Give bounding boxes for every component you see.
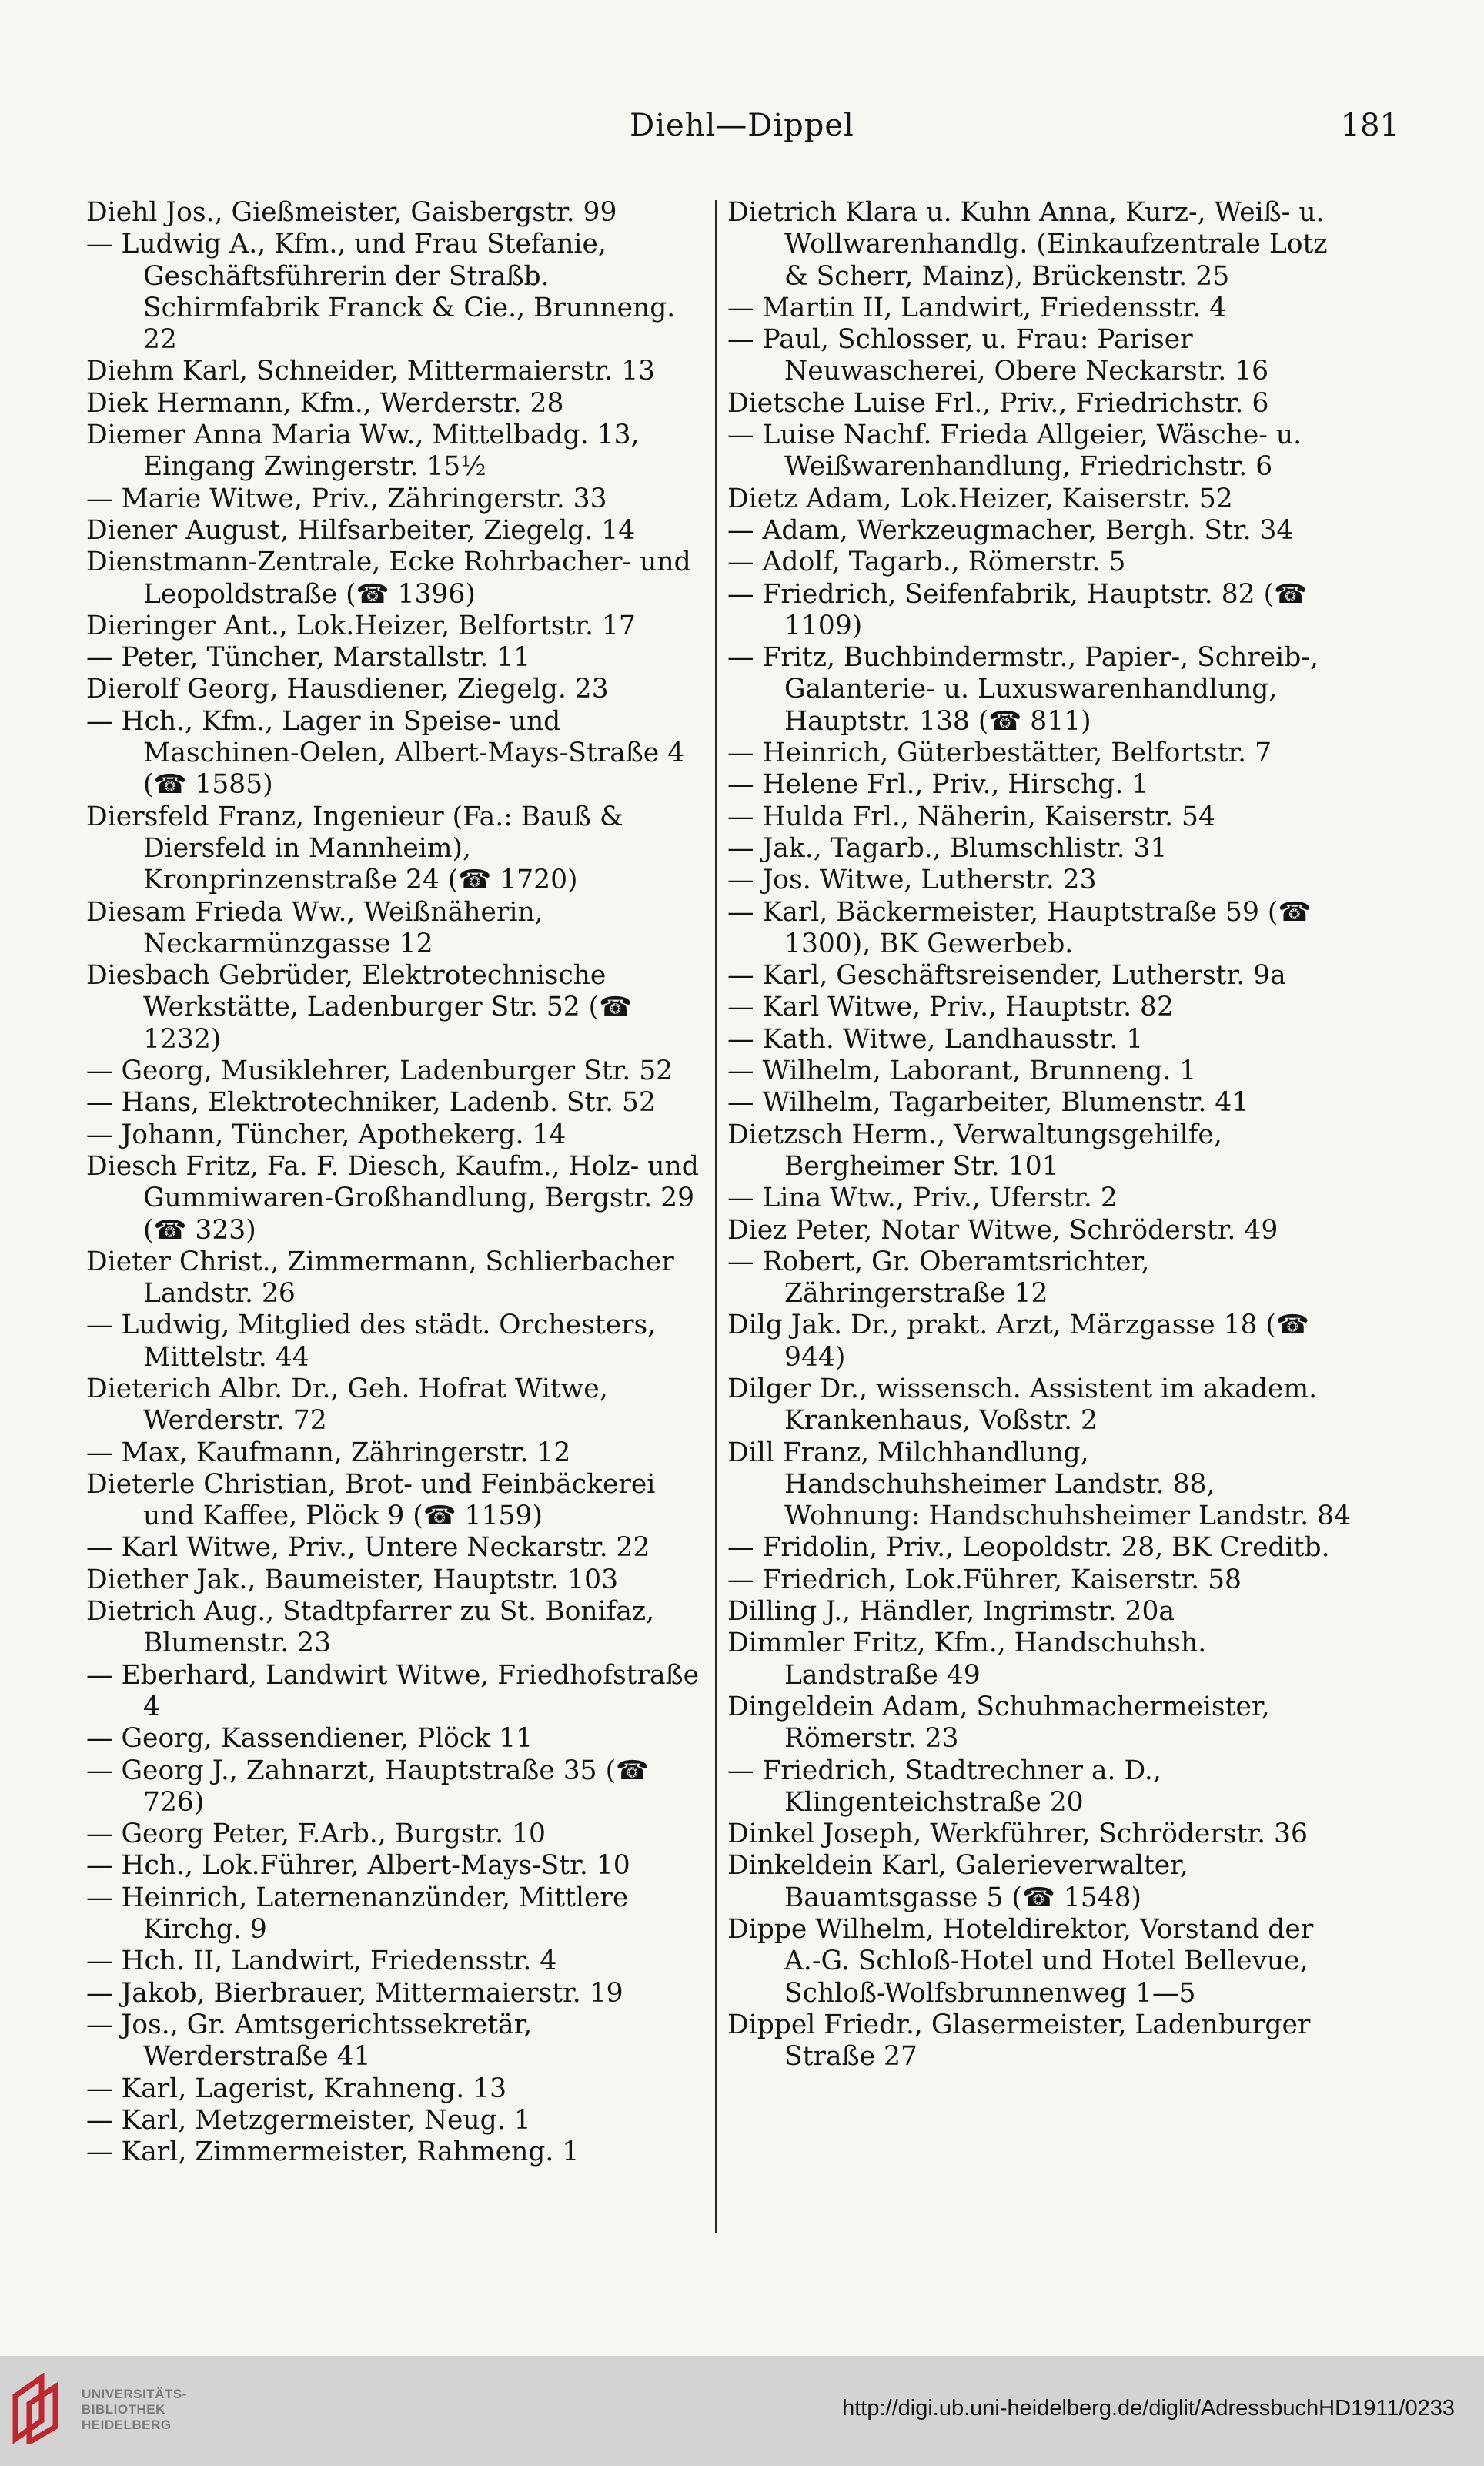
directory-entry: Dietrich Klara u. Kuhn Anna, Kurz-, Weiß- u. Wollwarenhandlg. (Einkaufzentrale Lotz & Scherr, Mainz), Brückenstr. 25 <box>727 197 1328 292</box>
directory-entry: Dill Franz, Milchhandlung, Handschuhsheimer Landstr. 88, Wohnung: Handschuhsheimer Landstr. 84 <box>727 1437 1351 1532</box>
directory-entry: — Hans, Elektrotechniker, Ladenb. Str. 52 <box>86 1087 656 1119</box>
directory-entry: — Georg J., Zahnarzt, Hauptstraße 35 (☎ 726) <box>86 1755 650 1818</box>
directory-entry: — Karl, Geschäftsreisender, Lutherstr. 9a <box>727 960 1286 992</box>
directory-entry: Dingeldein Adam, Schuhmachermeister, Römerstr. 23 <box>727 1691 1270 1755</box>
directory-entry: — Martin II, Landwirt, Friedensstr. 4 <box>727 292 1227 323</box>
directory-entry: — Lina Wtw., Priv., Uferstr. 2 <box>727 1183 1118 1214</box>
library-name <box>82 2387 187 2433</box>
directory-entry: — Wilhelm, Tagarbeiter, Blumenstr. 41 <box>727 1087 1249 1119</box>
directory-entry: Diesam Frieda Ww., Weißnäherin, Neckarmünzgasse 12 <box>86 896 543 959</box>
directory-entry: Dinkeldein Karl, Galerieverwalter, Bauamtsgasse 5 (☎ 1548) <box>727 1850 1188 1913</box>
directory-entry: — Georg, Kassendiener, Plöck 11 <box>86 1723 533 1755</box>
directory-entry: Dietzsch Herm., Verwaltungsgehilfe, Bergheimer Str. 101 <box>727 1119 1222 1182</box>
directory-entry: — Eberhard, Landwirt Witwe, Friedhofstraße 4 <box>86 1659 700 1722</box>
directory-entry: — Hch., Lok.Führer, Albert-Mays-Str. 10 <box>86 1850 630 1882</box>
right-column <box>727 197 1351 2073</box>
directory-entry: — Friedrich, Seifenfabrik, Hauptstr. 82 (☎ 1109) <box>727 578 1308 641</box>
directory-entry: — Luise Nachf. Frieda Allgeier, Wäsche- u. Weißwarenhandlung, Friedrichstr. 6 <box>727 420 1302 483</box>
directory-entry: Diez Peter, Notar Witwe, Schröderstr. 49 <box>727 1214 1278 1246</box>
page-header <box>85 108 1399 162</box>
directory-entry: Dinkel Joseph, Werkführer, Schröderstr. 36 <box>727 1819 1308 1850</box>
directory-entry: — Hch., Kfm., Lager in Speise- und Maschinen-Oelen, Albert-Mays-Straße 4 (☎ 1585) <box>86 705 685 801</box>
directory-entry: — Peter, Tüncher, Marstallstr. 11 <box>86 642 531 674</box>
directory-entry: — Jak., Tagarb., Blumschlistr. 31 <box>727 832 1168 864</box>
directory-entry: — Georg Peter, F.Arb., Burgstr. 10 <box>86 1819 546 1850</box>
directory-entry: Diehm Karl, Schneider, Mittermaierstr. 13 <box>86 356 656 387</box>
directory-entry: — Heinrich, Güterbestätter, Belfortstr. 7 <box>727 738 1272 769</box>
directory-entry: — Karl Witwe, Priv., Hauptstr. 82 <box>727 992 1174 1023</box>
directory-entry: Dieterle Christian, Brot- und Feinbäckerei und Kaffee, Plöck 9 (☎ 1159) <box>86 1468 656 1532</box>
library-name-line: HEIDELBERG <box>82 2417 172 2432</box>
directory-entry: — Jos., Gr. Amtsgerichtssekretär, Werderstraße 41 <box>86 2009 533 2073</box>
source-url-link[interactable]: http://digi.ub.uni-heidelberg.de/diglit/AdressbuchHD1911/0233 <box>842 2396 1455 2421</box>
directory-entry: — Heinrich, Laternenanzünder, Mittlere Kirchg. 9 <box>86 1882 629 1946</box>
directory-entry: Dieringer Ant., Lok.Heizer, Belfortstr. 17 <box>86 610 636 641</box>
directory-entry: Dietsche Luise Frl., Priv., Friedrichstr. 6 <box>727 387 1269 419</box>
directory-entry: Diener August, Hilfsarbeiter, Ziegelg. 14 <box>86 514 636 546</box>
directory-entry: — Helene Frl., Priv., Hirschg. 1 <box>727 769 1149 801</box>
directory-entry: — Georg, Musiklehrer, Ladenburger Str. 52 <box>86 1056 673 1087</box>
directory-entry: Dierolf Georg, Hausdiener, Ziegelg. 23 <box>86 674 609 705</box>
directory-entry: Diesch Fritz, Fa. F. Diesch, Kaufm., Holz- und Gummiwaren-Großhandlung, Bergstr. 29 (☎ 323) <box>86 1150 699 1246</box>
directory-entry: Diesbach Gebrüder, Elektrotechnische Werkstätte, Ladenburger Str. 52 (☎ 1232) <box>86 960 633 1055</box>
directory-entry: Dietrich Aug., Stadtpfarrer zu St. Bonifaz, Blumenstr. 23 <box>86 1596 655 1659</box>
directory-entry: — Hch. II, Landwirt, Friedensstr. 4 <box>86 1946 557 1977</box>
directory-entry: — Adam, Werkzeugmacher, Bergh. Str. 34 <box>727 514 1294 546</box>
directory-entry: — Robert, Gr. Oberamtsrichter, Zähringerstraße 12 <box>727 1246 1150 1310</box>
directory-entry: — Karl, Lagerist, Krahneng. 13 <box>86 2073 507 2104</box>
directory-entry: Dienstmann-Zentrale, Ecke Rohrbacher- und Leopoldstraße (☎ 1396) <box>86 547 691 610</box>
directory-entry: — Karl Witwe, Priv., Untere Neckarstr. 22 <box>86 1532 650 1564</box>
directory-entry: — Paul, Schlosser, u. Frau: Pariser Neuwascherei, Obere Neckarstr. 16 <box>727 324 1269 387</box>
directory-entry: Dietz Adam, Lok.Heizer, Kaiserstr. 52 <box>727 483 1233 514</box>
column-divider <box>715 200 717 2233</box>
library-logo-icon <box>11 2373 68 2444</box>
left-column <box>86 197 710 2168</box>
directory-entry: — Wilhelm, Laborant, Brunneng. 1 <box>727 1056 1197 1087</box>
directory-entry: — Adolf, Tagarb., Römerstr. 5 <box>727 547 1126 578</box>
directory-entry: — Karl, Metzgermeister, Neug. 1 <box>86 2104 531 2136</box>
directory-entry: — Fridolin, Priv., Leopoldstr. 28, BK Creditb. <box>727 1532 1330 1564</box>
directory-entry: — Karl, Bäckermeister, Hauptstraße 59 (☎ 1300), BK Gewerbeb. <box>727 896 1312 959</box>
directory-entry: — Ludwig, Mitglied des städt. Orchesters, Mittelstr. 44 <box>86 1310 657 1373</box>
directory-entry: — Jos. Witwe, Lutherstr. 23 <box>727 865 1097 896</box>
directory-entry: — Ludwig A., Kfm., und Frau Stefanie, Geschäftsführerin der Straßb. Schirmfabrik Franck & Cie., Brunneng. 22 <box>86 229 676 356</box>
directory-entry: Diemer Anna Maria Ww., Mittelbadg. 13, Eingang Zwingerstr. 15½ <box>86 420 640 483</box>
directory-entry: Diek Hermann, Kfm., Werderstr. 28 <box>86 387 564 419</box>
directory-entry: Dieterich Albr. Dr., Geh. Hofrat Witwe, Werderstr. 72 <box>86 1373 608 1437</box>
directory-entry: — Friedrich, Lok.Führer, Kaiserstr. 58 <box>727 1564 1242 1595</box>
directory-entry: Diether Jak., Baumeister, Hauptstr. 103 <box>86 1564 619 1595</box>
viewer-footer <box>0 2356 1484 2466</box>
directory-entry: — Johann, Tüncher, Apothekerg. 14 <box>86 1119 567 1150</box>
directory-entry: — Kath. Witwe, Landhausstr. 1 <box>727 1023 1144 1055</box>
directory-entry: Dilling J., Händler, Ingrimstr. 20a <box>727 1596 1175 1628</box>
directory-entry: — Fritz, Buchbindermstr., Papier-, Schreib-, Galanterie- u. Luxuswarenhandlung, Hauptstr. 138 (☎ 811) <box>727 642 1319 737</box>
directory-entry: — Max, Kaufmann, Zähringerstr. 12 <box>86 1437 571 1468</box>
directory-entry: — Marie Witwe, Priv., Zähringerstr. 33 <box>86 483 607 514</box>
directory-entry: — Friedrich, Stadtrechner a. D., Klingenteichstraße 20 <box>727 1755 1161 1818</box>
library-name-line: UNIVERSITÄTS- <box>82 2387 187 2401</box>
directory-entry: Dilger Dr., wissensch. Assistent im akadem. Krankenhaus, Voßstr. 2 <box>727 1373 1318 1437</box>
directory-entry: Diersfeld Franz, Ingenieur (Fa.: Bauß & Diersfeld in Mannheim), Kronprinzenstraße 24 (☎ 1720) <box>86 801 623 896</box>
directory-entry: Dippel Friedr., Glasermeister, Ladenburger Straße 27 <box>727 2009 1311 2073</box>
page-number: 181 <box>1340 108 1399 143</box>
directory-entry: — Jakob, Bierbrauer, Mittermaierstr. 19 <box>86 1977 623 2009</box>
directory-entry: Diehl Jos., Gießmeister, Gaisbergstr. 99 <box>86 197 617 228</box>
library-name-line: BIBLIOTHEK <box>82 2402 165 2417</box>
directory-entry: Dilg Jak. Dr., prakt. Arzt, Märzgasse 18 (☎ 944) <box>727 1310 1309 1373</box>
running-title: Diehl—Dippel <box>630 108 854 143</box>
directory-entry: — Karl, Zimmermeister, Rahmeng. 1 <box>86 2136 580 2168</box>
directory-entry: Dippe Wilhelm, Hoteldirektor, Vorstand der A.-G. Schloß-Hotel und Hotel Bellevue, Schloß-Wolfsbrunnenweg 1—5 <box>727 1914 1314 2009</box>
directory-entry: Dimmler Fritz, Kfm., Handschuhsh. Landstraße 49 <box>727 1628 1207 1691</box>
directory-entry: — Hulda Frl., Näherin, Kaiserstr. 54 <box>727 801 1215 832</box>
directory-entry: Dieter Christ., Zimmermann, Schlierbacher Landstr. 26 <box>86 1246 674 1310</box>
